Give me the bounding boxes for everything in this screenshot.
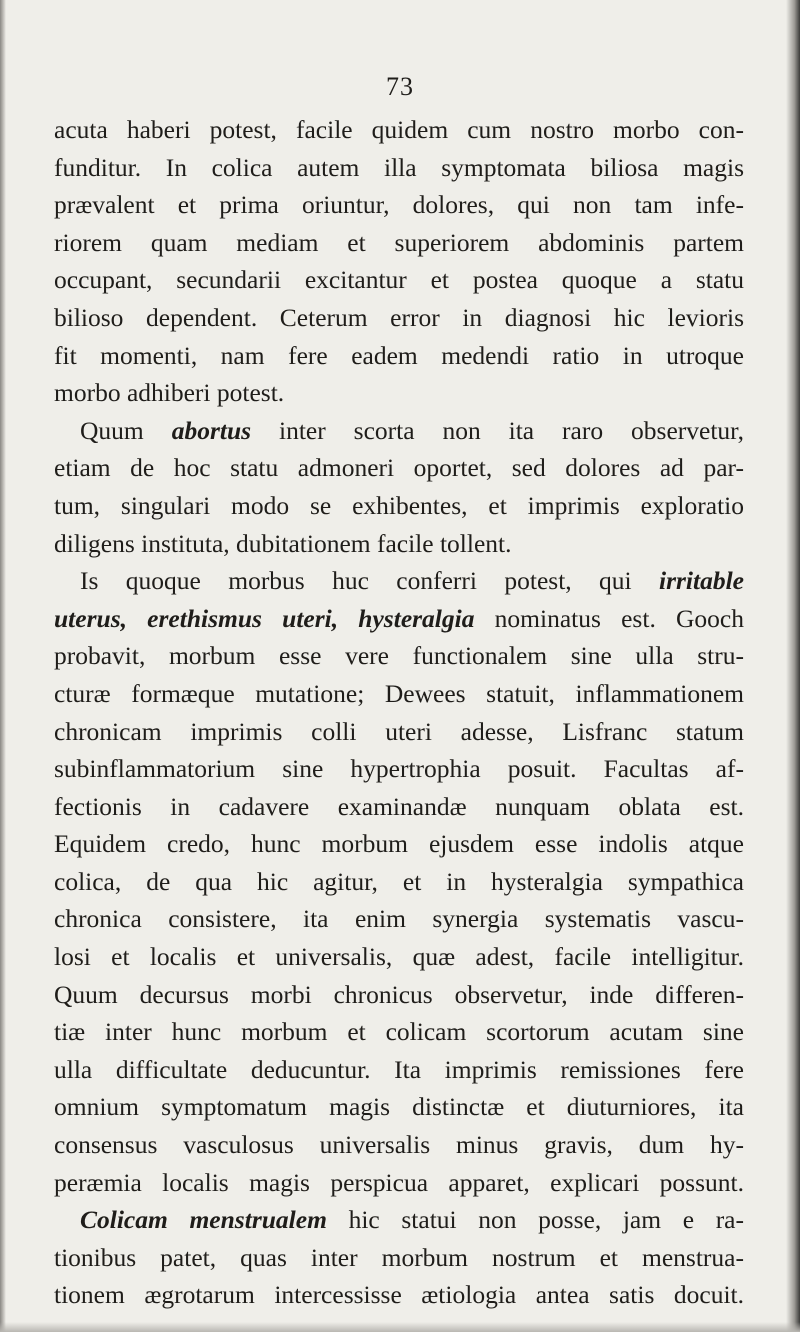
text-segment: tiæ inter hunc morbum et colicam scortorum acutam sine [54, 1017, 744, 1047]
text-line [54, 487, 744, 525]
text-segment: etiam de hoc statu admoneri oportet, sed dolores ad par- [54, 453, 744, 483]
text-line [54, 900, 744, 938]
text-segment: omnium symptomatum magis distinctæ et diuturniores, ita [54, 1092, 744, 1122]
text-line [54, 224, 744, 262]
text-line [54, 111, 744, 149]
text-segment: fit momenti, nam fere eadem medendi ratio in utroque [54, 340, 744, 370]
text-segment: peræmia localis magis perspicua apparet, explicari possunt. [54, 1167, 744, 1197]
text-line [54, 412, 744, 450]
page-right-edge [786, 0, 800, 1332]
text-line [54, 713, 744, 751]
text-line [54, 1164, 744, 1202]
text-segment: Quum [80, 415, 172, 445]
text-segment: inter scorta non ita raro observetur, [251, 415, 745, 445]
text-line [54, 1276, 744, 1314]
text-line [54, 337, 744, 375]
text-line [54, 938, 744, 976]
emphasized-term: Colicam menstrualem [80, 1205, 327, 1235]
page-bottom-edge [0, 1322, 800, 1332]
text-segment: tionem ægrotarum intercessisse ætiologia antea satis docuit. [54, 1280, 744, 1310]
text-line [54, 637, 744, 675]
text-segment: Equidem credo, hunc morbum ejusdem esse indolis atque [54, 829, 744, 859]
emphasized-term: abortus [171, 415, 252, 445]
text-line [54, 863, 744, 901]
text-line [54, 525, 744, 563]
body-text [54, 111, 744, 1314]
page-left-edge [0, 0, 6, 1332]
text-segment: probavit, morbum esse vere functionalem sine ulla stru- [54, 641, 744, 671]
text-line [54, 186, 744, 224]
text-segment: acuta haberi potest, facile quidem cum nostro morbo con- [54, 115, 744, 144]
text-segment: bilioso dependent. Ceterum error in diagnosi hic levioris [54, 302, 744, 332]
text-line [54, 261, 744, 299]
text-line [54, 788, 744, 826]
text-line [54, 600, 744, 638]
text-segment: funditur. In colica autem illa symptomata biliosa magis [54, 152, 744, 182]
text-segment: cturæ formæque mutatione; Dewees statuit, inflammationem [54, 678, 744, 708]
text-segment: morbo adhiberi potest. [54, 378, 285, 408]
text-line [54, 562, 744, 600]
text-segment: Quum decursus morbi chronicus observetur, inde differen- [54, 979, 744, 1009]
text-line [54, 149, 744, 187]
text-segment: hic statui non posse, jam e ra- [326, 1205, 744, 1235]
text-segment: fectionis in cadavere examinandæ nunquam oblata est. [54, 791, 744, 821]
text-line [54, 1088, 744, 1126]
text-segment: losi et localis et universalis, quæ adest, facile intelligitur. [54, 942, 744, 972]
emphasized-term: uterus, erethismus uteri, hysteralgia [54, 603, 475, 633]
text-segment: diligens instituta, dubitationem facile tollent. [54, 528, 512, 558]
text-segment: ulla difficultate deducuntur. Ita imprimis remissiones fere [54, 1054, 744, 1084]
text-segment: subinflammatorium sine hypertrophia posuit. Facultas af- [54, 754, 744, 784]
page-number: 73 [386, 72, 414, 101]
text-segment: Is quoque morbus huc conferri potest, qui [80, 566, 659, 596]
text-line [54, 449, 744, 487]
text-line [54, 1126, 744, 1164]
text-line [54, 675, 744, 713]
text-line [54, 299, 744, 337]
text-segment: colica, de qua hic agitur, et in hysteralgia sympathica [54, 866, 744, 896]
text-segment: tionibus patet, quas inter morbum nostrum et menstrua- [54, 1242, 744, 1272]
text-line [54, 374, 744, 412]
text-segment: chronicam imprimis colli uteri adesse, Lisfranc statum [54, 716, 744, 746]
text-line [54, 976, 744, 1014]
text-segment: chronica consistere, ita enim synergia systematis vascu- [54, 904, 744, 934]
text-segment: occupant, secundarii excitantur et postea quoque a statu [54, 265, 744, 295]
text-line [54, 1051, 744, 1089]
text-segment: consensus vasculosus universalis minus gravis, dum hy- [54, 1130, 744, 1160]
text-segment: tum, singulari modo se exhibentes, et imprimis exploratio [54, 490, 744, 520]
text-segment: riorem quam mediam et superiorem abdominis partem [54, 227, 744, 257]
emphasized-term: irritable [658, 566, 744, 596]
text-segment: prævalent et prima oriuntur, dolores, qui non tam infe- [54, 190, 744, 220]
text-line [54, 1201, 744, 1239]
text-line [54, 1013, 744, 1051]
text-line [54, 1239, 744, 1277]
text-line [54, 750, 744, 788]
text-segment: nominatus est. Gooch [474, 603, 744, 633]
text-line [54, 825, 744, 863]
